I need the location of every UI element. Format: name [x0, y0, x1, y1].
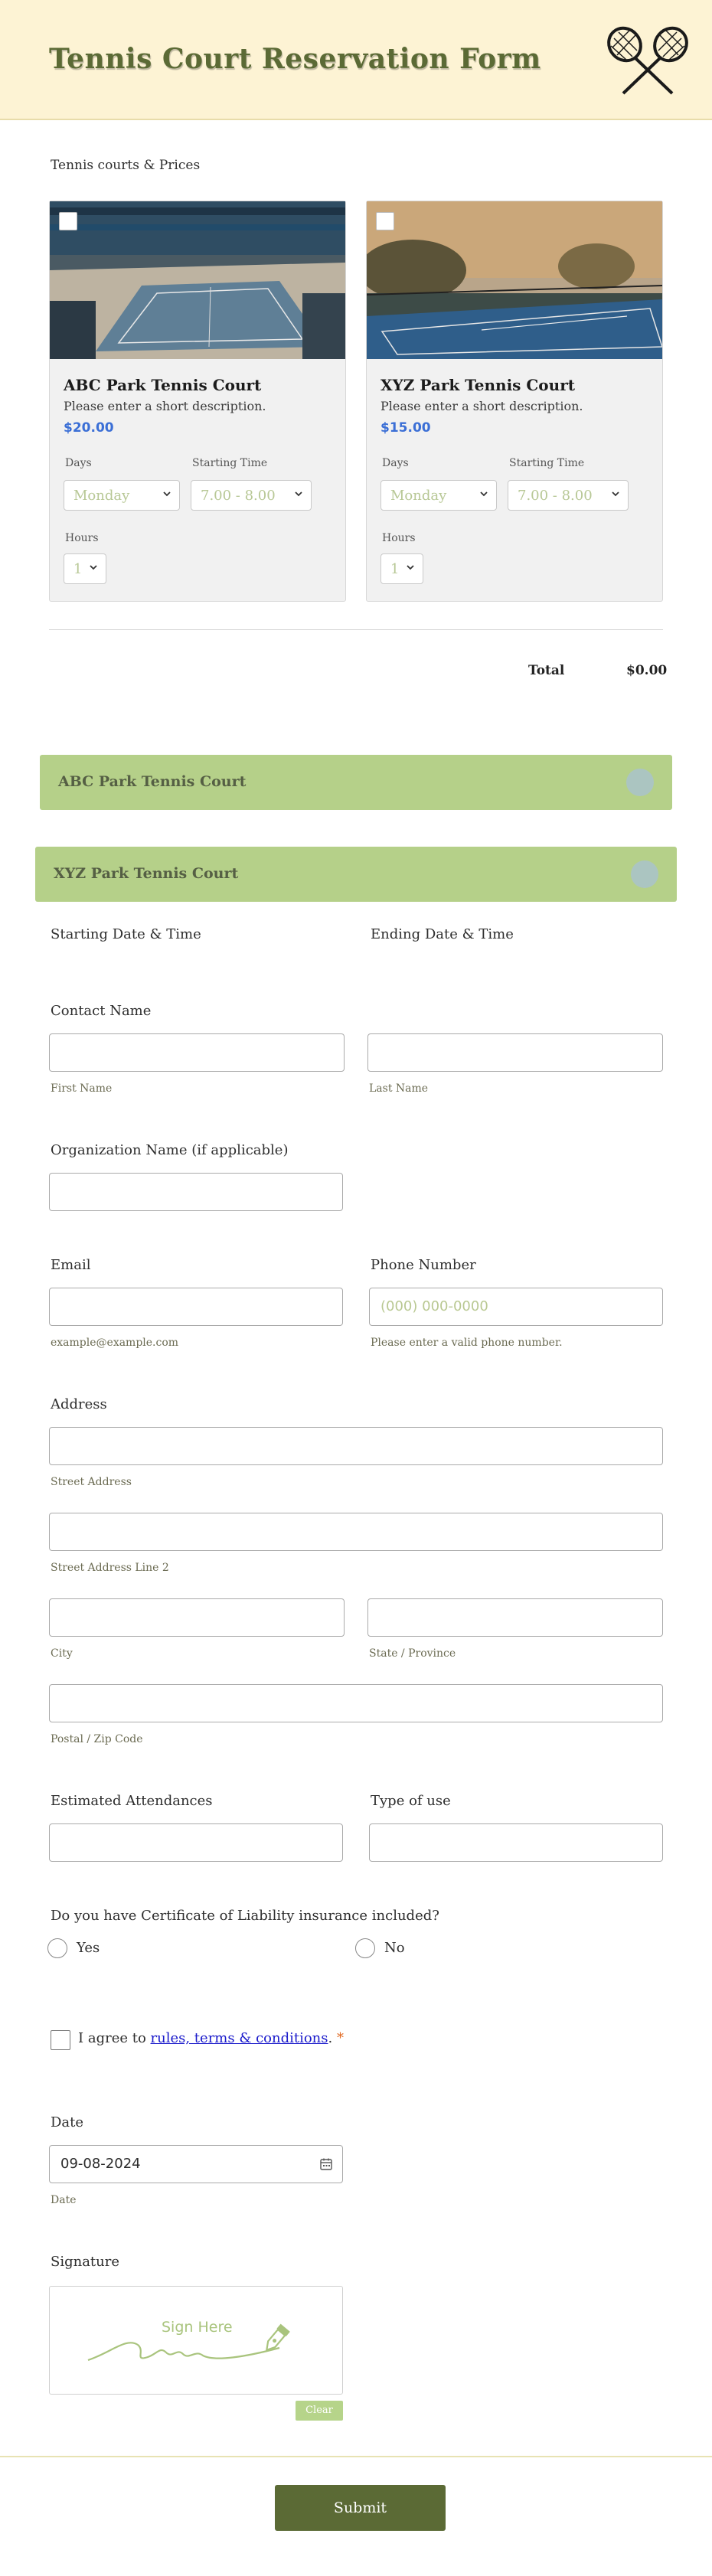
required-asterisk: * — [336, 2030, 344, 2046]
organization-input[interactable] — [49, 1173, 343, 1211]
days-label: Days — [382, 457, 409, 469]
phone-input[interactable] — [369, 1288, 663, 1326]
court-card-xyz[interactable] — [366, 201, 663, 602]
court-description: Please enter a short description. — [380, 399, 583, 413]
form-title: Tennis Court Reservation Form — [49, 43, 541, 75]
attendance-label: Estimated Attendances — [51, 1793, 213, 1809]
last-name-sublabel: Last Name — [369, 1082, 429, 1095]
insurance-yes-radio[interactable] — [47, 1938, 67, 1958]
agree-suffix: . — [328, 2030, 333, 2046]
total-label: Total — [528, 663, 565, 678]
signature-label: Signature — [51, 2254, 120, 2270]
contact-name-label: Contact Name — [51, 1003, 152, 1019]
hours-value: 1 — [390, 561, 400, 577]
submit-button[interactable]: Submit — [275, 2485, 446, 2531]
date-input[interactable] — [49, 2145, 343, 2183]
city-input[interactable] — [49, 1598, 345, 1637]
organization-label: Organization Name (if applicable) — [51, 1142, 289, 1158]
chevron-down-icon — [89, 563, 98, 572]
hours-select[interactable] — [64, 553, 106, 584]
hours-value: 1 — [73, 561, 83, 577]
chevron-down-icon — [406, 563, 415, 572]
hours-label: Hours — [65, 532, 99, 544]
chevron-down-icon — [611, 489, 620, 498]
insurance-question: Do you have Certificate of Liability insurance included? — [51, 1908, 439, 1924]
court-photo-abc — [50, 201, 345, 359]
chevron-down-icon — [294, 489, 303, 498]
calendar-icon[interactable] — [319, 2157, 333, 2171]
court-price: $20.00 — [64, 420, 114, 436]
starting-date-label: Starting Date & Time — [51, 926, 201, 942]
attendance-input[interactable] — [49, 1823, 343, 1862]
courts-divider — [49, 629, 663, 630]
type-of-use-label: Type of use — [371, 1793, 451, 1809]
days-select-value: Monday — [73, 488, 130, 504]
accordion-title: XYZ Park Tennis Court — [54, 865, 239, 882]
starting-time-value: 7.00 - 8.00 — [518, 488, 593, 504]
days-select[interactable] — [64, 480, 180, 511]
court-price: $15.00 — [380, 420, 431, 436]
courts-section-label: Tennis courts & Prices — [51, 158, 201, 173]
zip-sublabel: Postal / Zip Code — [51, 1733, 143, 1745]
crossed-tennis-rackets-icon — [602, 24, 694, 98]
court-name: XYZ Park Tennis Court — [380, 376, 575, 394]
days-label: Days — [65, 457, 92, 469]
address-label: Address — [51, 1396, 107, 1412]
email-label: Email — [51, 1257, 91, 1273]
street-address-sublabel: Street Address — [51, 1476, 132, 1488]
hours-label: Hours — [382, 532, 416, 544]
type-of-use-input[interactable] — [369, 1823, 663, 1862]
city-sublabel: City — [51, 1647, 73, 1660]
accordion-abc[interactable] — [40, 755, 672, 810]
first-name-sublabel: First Name — [51, 1082, 113, 1095]
email-input[interactable] — [49, 1288, 343, 1326]
days-select-value: Monday — [390, 488, 447, 504]
street-address-line2-input[interactable] — [49, 1513, 663, 1551]
ending-date-label: Ending Date & Time — [371, 926, 514, 942]
insurance-no-radio[interactable] — [355, 1938, 375, 1958]
days-select[interactable] — [380, 480, 497, 511]
chevron-down-icon — [479, 489, 488, 498]
starting-time-label: Starting Time — [192, 457, 268, 469]
zip-input[interactable] — [49, 1684, 663, 1722]
starting-time-label: Starting Time — [509, 457, 585, 469]
last-name-input[interactable] — [367, 1033, 663, 1072]
court-select-checkbox-xyz[interactable] — [376, 212, 394, 230]
expand-toggle-icon[interactable] — [626, 769, 654, 796]
starting-time-select[interactable] — [191, 480, 312, 511]
date-value: 09-08-2024 — [60, 2156, 141, 2172]
agree-terms-label — [78, 2030, 344, 2046]
hours-select[interactable] — [380, 553, 423, 584]
agree-terms-checkbox[interactable] — [51, 2030, 70, 2050]
phone-sublabel: Please enter a valid phone number. — [371, 1337, 563, 1349]
agree-prefix: I agree to — [78, 2030, 151, 2046]
state-sublabel: State / Province — [369, 1647, 456, 1660]
insurance-no-label: No — [384, 1940, 405, 1956]
court-photo-xyz — [367, 201, 662, 359]
accordion-title: ABC Park Tennis Court — [58, 773, 247, 790]
date-sublabel: Date — [51, 2194, 77, 2206]
signature-pen-icon — [80, 2314, 318, 2375]
street-address-line2-sublabel: Street Address Line 2 — [51, 1562, 169, 1574]
state-input[interactable] — [367, 1598, 663, 1637]
court-card-abc[interactable] — [49, 201, 346, 602]
street-address-input[interactable] — [49, 1427, 663, 1465]
total-value: $0.00 — [626, 663, 668, 678]
clear-signature-button[interactable]: Clear — [296, 2401, 343, 2421]
phone-label: Phone Number — [371, 1257, 476, 1273]
form-header — [0, 0, 712, 120]
signature-placeholder: Sign Here — [162, 2319, 233, 2336]
first-name-input[interactable] — [49, 1033, 345, 1072]
accordion-xyz[interactable] — [35, 847, 677, 902]
email-sublabel: example@example.com — [51, 1337, 179, 1349]
insurance-yes-label: Yes — [77, 1940, 100, 1956]
date-label: Date — [51, 2114, 84, 2130]
court-select-checkbox-abc[interactable] — [59, 212, 77, 230]
starting-time-select[interactable] — [508, 480, 629, 511]
expand-toggle-icon[interactable] — [631, 860, 658, 888]
court-description: Please enter a short description. — [64, 399, 266, 413]
footer-divider — [0, 2456, 712, 2457]
chevron-down-icon — [162, 489, 171, 498]
phone-placeholder: (000) 000-0000 — [380, 1298, 488, 1314]
signature-pad[interactable] — [49, 2286, 343, 2395]
terms-link[interactable]: rules, terms & conditions — [150, 2030, 328, 2046]
court-name: ABC Park Tennis Court — [64, 376, 262, 394]
starting-time-value: 7.00 - 8.00 — [201, 488, 276, 504]
